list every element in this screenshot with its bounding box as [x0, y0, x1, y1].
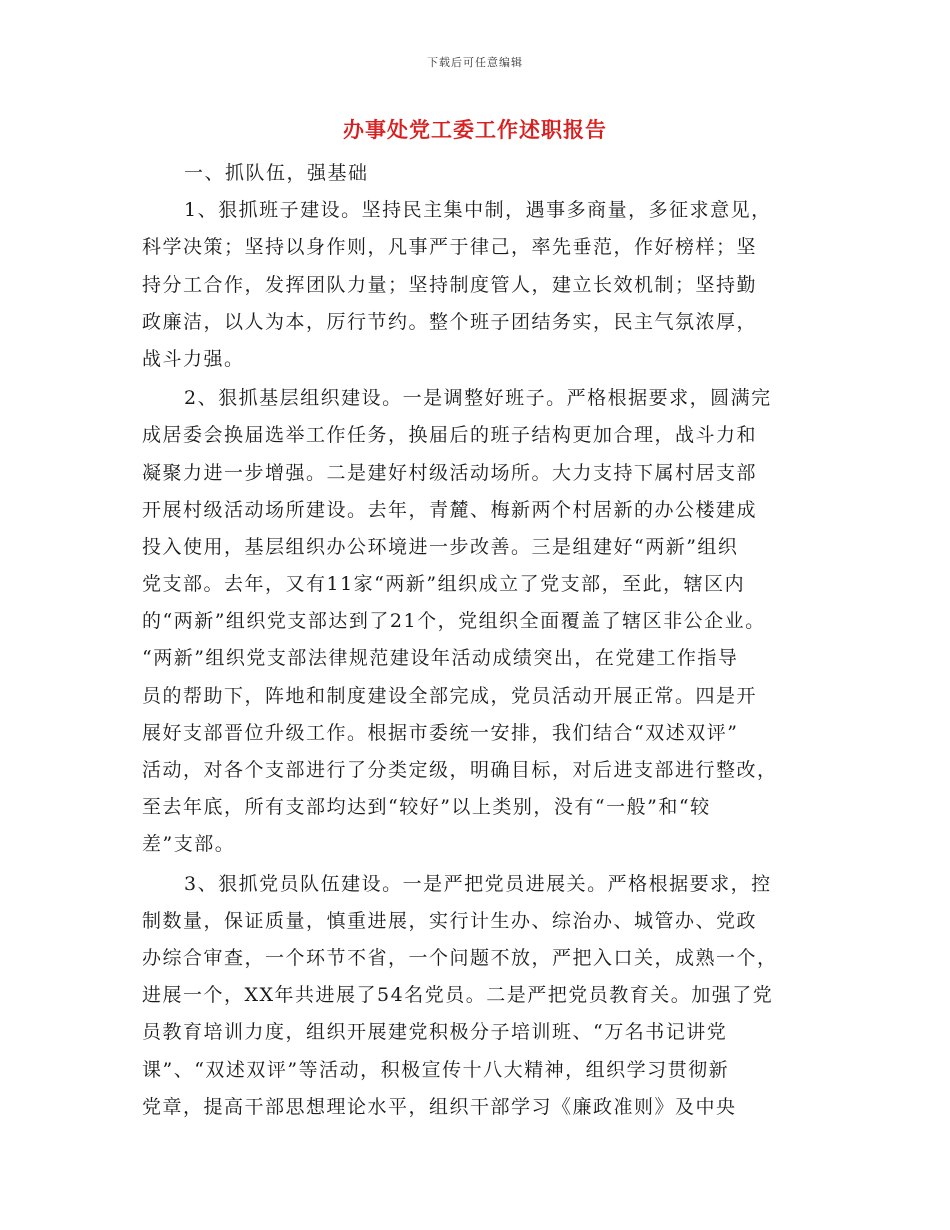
paragraph-2-line: 员的帮助下，阵地和制度建设全部完成，党员活动开展正常。四是开	[142, 684, 758, 707]
document-title: 办事处党工委工作述职报告	[343, 117, 607, 142]
paragraph-2-line: 投入使用，基层组织办公环境进一步改善。三是组建好“两新”组织	[142, 535, 739, 558]
document-body	[142, 155, 817, 1126]
paragraph-1-line: 1、狠抓班子建设。坚持民主集中制，遇事多商量，多征求意见，	[184, 199, 772, 222]
paragraph-2-line: 差”支部。	[142, 833, 236, 856]
paragraph-1-line: 政廉洁，以人为本，厉行节约。整个班子团结务实，民主气氛浓厚，	[142, 310, 758, 333]
paragraph-2-line: 的“两新”组织党支部达到了21个，党组织全面覆盖了辖区非公企业。	[142, 610, 766, 633]
paragraph-2-line: 活动，对各个支部进行了分类定级，明确目标，对后进支部进行整改，	[142, 759, 778, 781]
paragraph-2-line: 开展村级活动场所建设。去年，青麓、梅新两个村居新的办公楼建成	[142, 498, 758, 521]
paragraph-3-line: 进展一个，XX年共进展了54名党员。二是严把党员教育关。加强了党	[142, 984, 774, 1007]
paragraph-2-line: “两新”组织党支部法律规范建设年活动成绩突出，在党建工作指导	[142, 647, 739, 670]
paragraph-3-line: 办综合审查，一个环节不省，一个问题不放，严把入口关，成熟一个，	[142, 946, 778, 969]
paragraph-1-line: 持分工合作，发挥团队力量；坚持制度管人，建立长效机制；坚持勤	[142, 273, 758, 296]
paragraph-2-line: 展好支部晋位升级工作。根据市委统一安排，我们结合“双述双评”	[142, 721, 739, 744]
paragraph-3-line: 3、狠抓党员队伍建设。一是严把党员进展关。严格根据要求，控	[184, 872, 772, 895]
paragraph-1-line: 科学决策；坚持以身作则，凡事严于律己，率先垂范，作好榜样；坚	[142, 236, 758, 259]
paragraph-3-line: 员教育培训力度，组织开展建党积极分子培训班、“万名书记讲党	[142, 1021, 728, 1044]
header-note: 下载后可任意编辑	[427, 56, 523, 69]
paragraph-2-line: 成居委会换届选举工作任务，换届后的班子结构更加合理，战斗力和	[142, 424, 758, 447]
section-heading: 一、抓队伍，强基础	[184, 162, 369, 184]
paragraph-1-line: 战斗力强。	[142, 347, 245, 370]
paragraph-2-line: 2、狠抓基层组织建设。一是调整好班子。严格根据要求，圆满完	[184, 387, 772, 410]
paragraph-3-line: 制数量，保证质量，慎重进展，实行计生办、综治办、城管办、党政	[142, 909, 758, 932]
paragraph-2-line: 党支部。去年，又有11家“两新”组织成立了党支部，至此，辖区内	[142, 573, 746, 596]
paragraph-3-line: 课”、“双述双评”等活动，积极宣传十八大精神，组织学习贯彻新	[142, 1058, 730, 1081]
paragraph-2-line: 凝聚力进一步增强。二是建好村级活动场所。大力支持下属村居支部	[142, 461, 758, 484]
paragraph-2-line: 至去年底，所有支部均达到“较好”以上类别，没有“一般”和“较	[142, 796, 711, 819]
paragraph-3-line: 党章，提高干部思想理论水平，组织干部学习《廉政准则》及中央	[142, 1095, 737, 1118]
